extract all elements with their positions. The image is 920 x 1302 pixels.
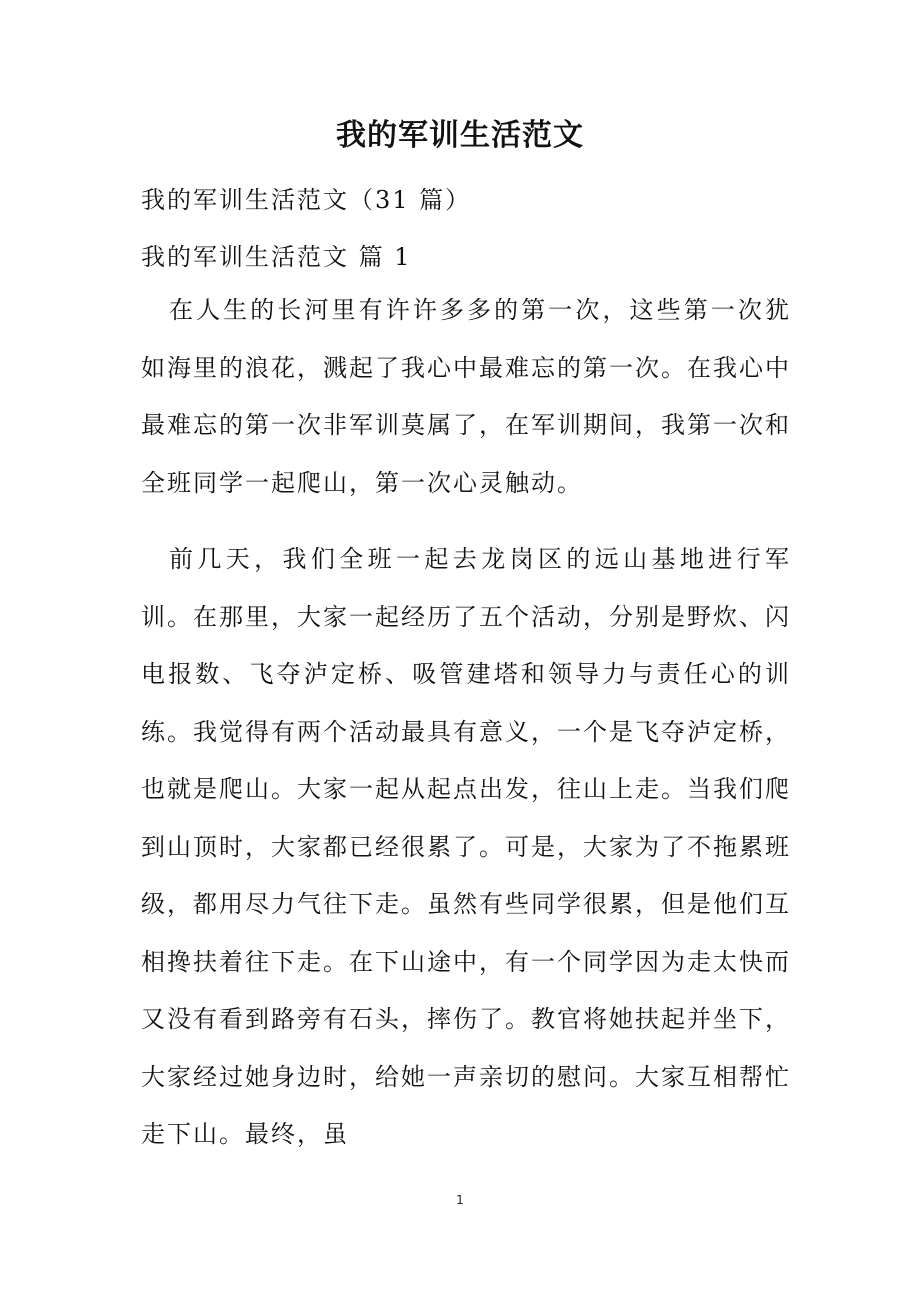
paragraph-2: 前几天，我们全班一起去龙岗区的远山基地进行军训。在那里，大家一起经历了五个活动，分别是野炊、闪电报数、飞夺泸定桥、吸管建塔和领导力与责任心的训练。我觉得有两个活动最具有意义，一个是飞夺泸定桥，也就是爬山。大家一起从起点出发，往山上走。当我们爬到山顶时，大家都已经很累了。可是，大家为了不拖累班级，都用尽力气往下走。虽然有些同学很累，但是他们互相搀扶着往下走。在下山途中，有一个同学因为走太快而又没有看到路旁有石头，摔伤了。教官将她扶起并坐下，大家经过她身边时，给她一声亲切的慰问。大家互相帮忙走下山。最终，虽	[141, 545, 791, 1148]
document-subtitle: 我的军训生活范文（31 篇）	[141, 186, 472, 214]
page-number: 1	[456, 1193, 464, 1207]
document-title: 我的军训生活范文	[336, 118, 584, 153]
paragraph-1: 在人生的长河里有许许多多的第一次，这些第一次犹如海里的浪花，溅起了我心中最难忘的第一次。在我心中最难忘的第一次非军训莫属了，在军训期间，我第一次和全班同学一起爬山，第一次心灵触动。	[141, 296, 791, 497]
section-heading: 我的军训生活范文 篇 1	[141, 243, 412, 271]
